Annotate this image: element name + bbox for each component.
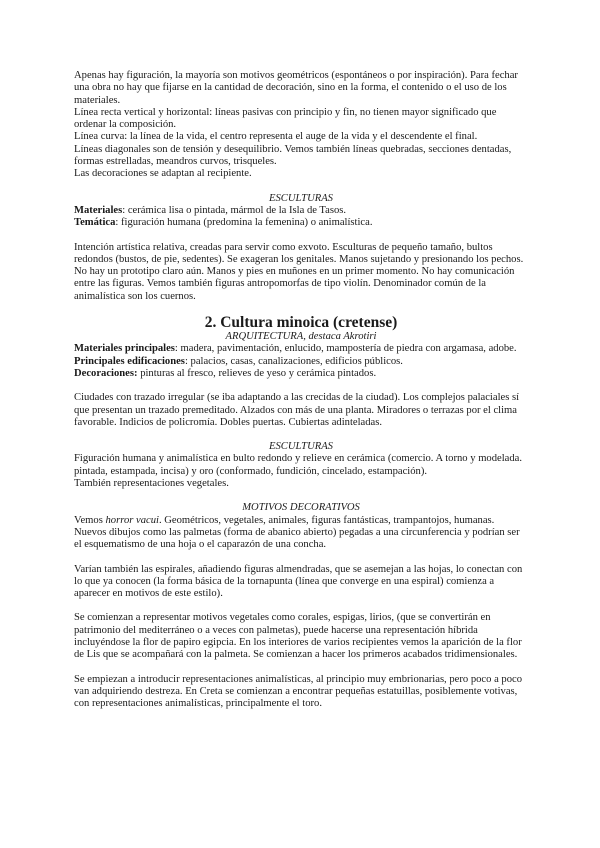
motivos-heading: MOTIVOS DECORATIVOS — [242, 502, 360, 514]
materiales-text: : cerámica lisa o pintada, mármol de la Isla de Tasos. — [122, 204, 347, 216]
esculturas-heading-2: ESCULTURAS — [269, 441, 333, 453]
tematica-line — [74, 217, 528, 229]
edificaciones-line — [74, 356, 528, 368]
esculturas-body-1: Intención artística relativa, creadas para servir como exvoto. Esculturas de pequeño tamaño, bultos redondos (bustos, de pie, sedentes). Se exageran los genitales. Manos sujetando y presionando los pechos. No hay un prototipo claro aún. Manos y pies en muñones en un primer momento. No hay comunicación entre las figuras. Vemos también figuras antropomorfas de tipo violín. Denominador común de la animalística son los cuernos. — [74, 241, 524, 302]
arquitectura-label: ARQUITECTURA — [225, 331, 304, 343]
materiales-line — [74, 205, 528, 217]
section-2-title: 2. Cultura minoica (cretense) — [204, 314, 398, 332]
tematica-label: Temática — [74, 217, 116, 229]
materiales-principales-text: : madera, pavimentación, enlucido, mampostería de piedra con argamasa, adobe. — [174, 343, 517, 355]
motivos-p1-start: Vemos — [74, 514, 106, 526]
esculturas-2-paragraph-1: Figuración humana y animalística en bulto redondo y relieve en cerámica (comercio. A torno y modelada. pintada, estampada, incisa) y oro (conformado, fundición, cincelado, estampación). — [74, 453, 523, 477]
materiales-principales-label: Materiales principales — [74, 343, 175, 355]
arquitectura-place: Akrotiri — [343, 331, 377, 343]
horror-vacui-term: horror vacui — [105, 514, 159, 526]
intro-paragraph-5: Las decoraciones se adaptan al recipiente. — [74, 168, 252, 180]
decoraciones-line — [74, 368, 528, 380]
materiales-label: Materiales — [74, 204, 123, 216]
motivos-paragraph-1 — [74, 515, 528, 552]
motivos-paragraph-2: Varían también las espirales, añadiendo figuras almendradas, que se asemejan a las hojas, lo conectan con lo que ya conocen (la forma básica de la tornapunta (línea que converge en una espiral) comienza a aparecer en motivos de este estilo). — [74, 563, 523, 600]
motivos-p1-rest: . Geométricos, vegetales, animales, figuras fantásticas, trampantojos, humanas. Nuevos dibujos como las palmetas (forma de abanico abierto) pegadas a una circunferencia y podrían ser el esquematismo de una hoja o el caparazón de una concha. — [74, 514, 520, 551]
intro-paragraph-3: Línea curva: la línea de la vida, el centro representa el auge de la vida y el descendente el final. — [74, 131, 478, 143]
edificaciones-text: : palacios, casas, canalizaciones, edificios públicos. — [184, 355, 403, 367]
esculturas-2-paragraph-2: También representaciones vegetales. — [74, 478, 229, 490]
arquitectura-body: Ciudades con trazado irregular (se iba adaptando a las crecidas de la ciudad). Los complejos palaciales sí que presentan un trazado premeditado. Alzados con más de una planta. Miradores o terrazas por el clima favorable. Indicios de policromía. Dobles puertas. Cubiertas adinteladas. — [74, 392, 520, 428]
decoraciones-text: pinturas al fresco, relieves de yeso y cerámica pintados. — [137, 367, 377, 379]
motivos-paragraph-4: Se empiezan a introducir representaciones animalísticas, al principio muy embrionarias, pero poco a poco van adquiriendo destreza. En Creta se comienzan a encontrar pequeñas estatuillas, posiblemente votivas, con representaciones animalísticas, principalmente el toro. — [74, 673, 523, 710]
motivos-paragraph-3: Se comienzan a representar motivos vegetales como corales, espigas, lirios, (que se convertirán en patrimonio del mediterráneo o a veces con palmetas), puede hacerse una representación híbrida incluyéndose la flor de papiro egipcia. En los interiores de varios recipientes vemos la aparición de la flor de Lis que se acompañará con la palmeta. Se comienzan a hacer los primeros acabados tridimensionales. — [74, 612, 522, 661]
edificaciones-label: Principales edificaciones — [74, 355, 185, 367]
arquitectura-subheading — [74, 331, 528, 343]
intro-paragraph-1: Apenas hay figuración, la mayoría son motivos geométricos (espontáneos o por inspiración). Para fechar una obra no hay que fijarse en la cantidad de decoración, sino en la forma, el contenido o el uso de los materiales. — [74, 70, 518, 106]
tematica-text: : figuración humana (predomina la femenina) o animalística. — [115, 217, 373, 229]
intro-paragraph-2: Línea recta vertical y horizontal: líneas pasivas con principio y fin, no tienen mayor significado que ordenar la composición. — [74, 106, 497, 131]
esculturas-heading-1: ESCULTURAS — [269, 192, 333, 204]
decoraciones-label: Decoraciones: — [74, 367, 138, 379]
intro-paragraph-4: Líneas diagonales son de tensión y desequilibrio. Vemos también líneas quebradas, secciones dentadas, formas estrelladas, meandros curvos, trisqueles. — [74, 143, 512, 168]
arquitectura-rest: , destaca — [303, 331, 344, 343]
materiales-principales-line — [74, 343, 528, 355]
